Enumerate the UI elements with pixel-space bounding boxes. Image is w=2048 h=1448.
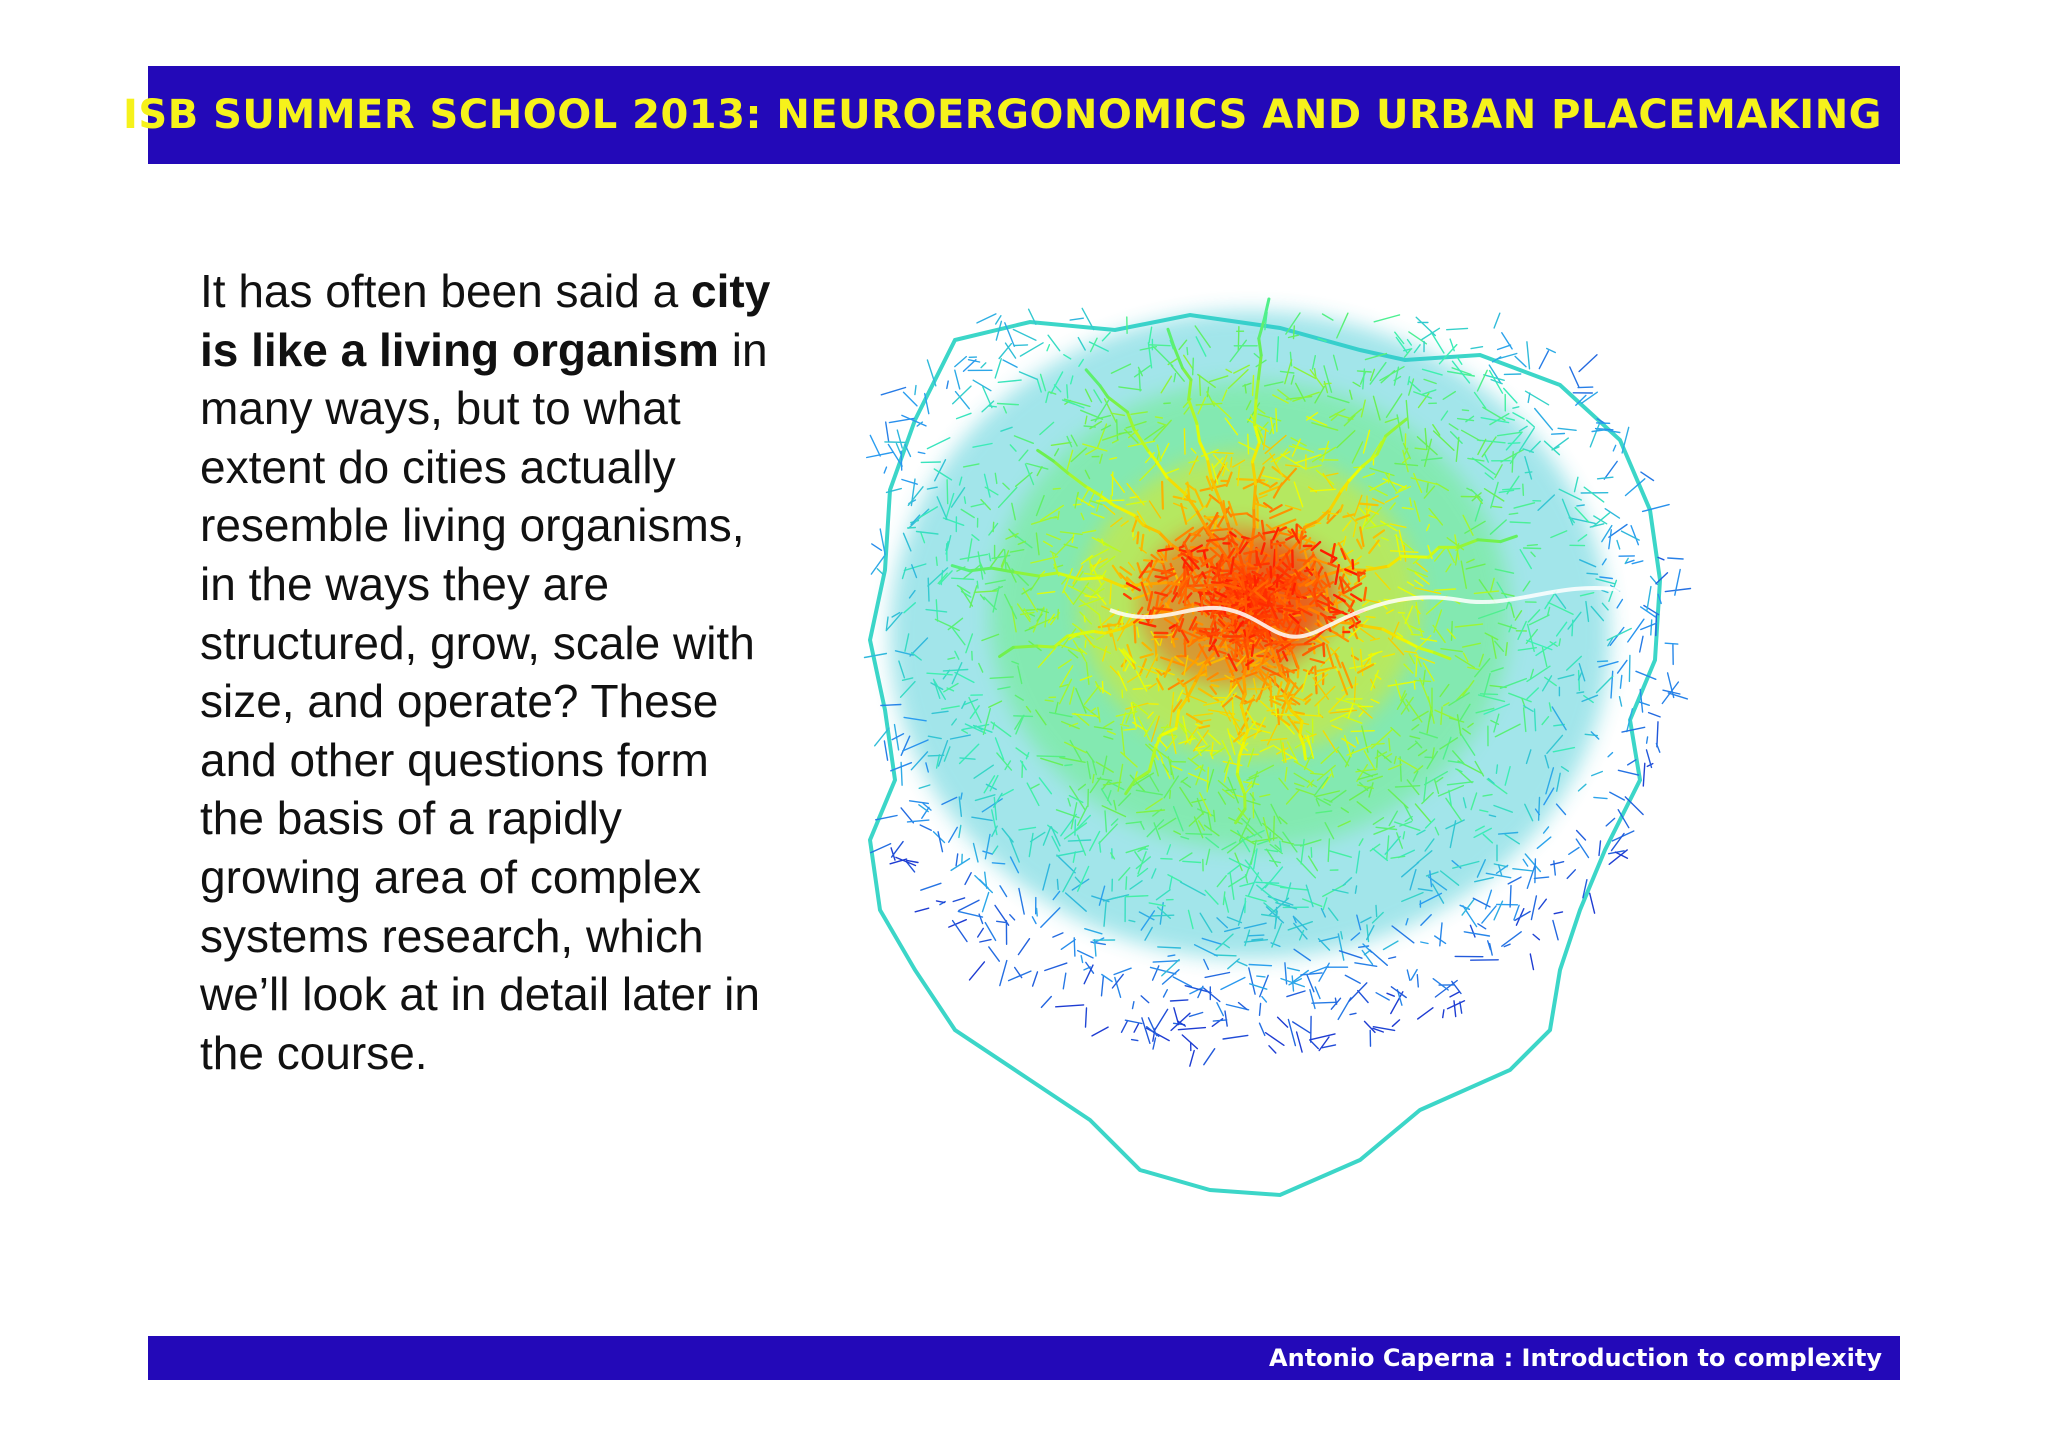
street-segment xyxy=(888,445,902,467)
street-segment xyxy=(1366,617,1375,618)
street-segment xyxy=(1126,896,1148,897)
street-segment xyxy=(1086,1008,1087,1027)
core-street-segment xyxy=(1273,642,1288,643)
arterial-road xyxy=(1147,583,1166,585)
street-segment xyxy=(1471,347,1482,349)
street-segment xyxy=(1151,915,1173,916)
street-segment xyxy=(1085,640,1086,647)
street-segment xyxy=(1074,938,1075,956)
core-street-segment xyxy=(1275,594,1285,596)
street-segment xyxy=(1191,547,1216,548)
street-segment xyxy=(896,444,900,455)
street-segment xyxy=(1598,661,1608,662)
core-street-segment xyxy=(1151,561,1152,566)
street-segment xyxy=(1103,682,1104,693)
street-segment xyxy=(1278,709,1279,724)
street-segment xyxy=(1185,639,1186,656)
street-segment xyxy=(1057,880,1058,890)
street-segment xyxy=(908,528,916,529)
street-segment xyxy=(1324,383,1331,384)
street-segment xyxy=(1150,345,1171,346)
street-segment xyxy=(1132,1040,1138,1041)
street-segment xyxy=(1525,472,1532,473)
arterial-road xyxy=(1037,646,1054,647)
street-segment xyxy=(1037,909,1038,916)
street-segment xyxy=(1133,689,1143,690)
street-segment xyxy=(1657,722,1658,747)
street-segment xyxy=(1510,522,1530,523)
street-segment xyxy=(1452,622,1453,641)
street-segment xyxy=(872,544,882,550)
street-segment xyxy=(996,316,1001,324)
header-bar xyxy=(123,66,1900,164)
arterial-road xyxy=(1244,677,1246,694)
street-segment xyxy=(870,435,880,456)
street-segment xyxy=(1629,655,1630,681)
street-segment xyxy=(1144,685,1151,686)
street-segment xyxy=(1641,472,1654,480)
street-segment xyxy=(1656,615,1657,635)
body-text-emphasis: city is like a living organism xyxy=(200,265,771,376)
street-segment xyxy=(1075,820,1076,835)
street-segment xyxy=(993,522,994,531)
core-street-segment xyxy=(1253,615,1263,617)
street-segment xyxy=(1462,410,1468,411)
street-segment xyxy=(1481,694,1498,695)
street-segment xyxy=(1508,443,1520,444)
street-segment xyxy=(1200,375,1201,395)
street-segment xyxy=(1643,763,1645,786)
street-segment xyxy=(1126,877,1127,889)
street-segment xyxy=(881,388,905,395)
street-segment xyxy=(992,863,1004,864)
core-street-segment xyxy=(1180,550,1187,552)
street-segment xyxy=(1276,409,1277,432)
street-segment xyxy=(1512,452,1513,472)
street-segment xyxy=(977,314,996,323)
arterial-road xyxy=(1304,745,1306,759)
street-segment xyxy=(1498,345,1511,349)
core-street-segment xyxy=(1358,572,1359,581)
core-street-segment xyxy=(1269,578,1270,585)
street-segment xyxy=(1274,816,1275,840)
core-street-segment xyxy=(1297,601,1298,607)
street-segment xyxy=(1376,906,1377,917)
street-segment xyxy=(1665,589,1690,592)
core-street-segment xyxy=(1353,560,1354,569)
street-segment xyxy=(1527,545,1537,546)
core-street-segment xyxy=(1205,585,1223,586)
street-segment xyxy=(1245,898,1246,912)
street-segment xyxy=(1411,634,1421,635)
street-segment xyxy=(1053,488,1060,489)
street-segment xyxy=(1275,677,1276,685)
street-segment xyxy=(1656,744,1659,753)
street-segment xyxy=(1539,797,1540,820)
street-segment xyxy=(1539,351,1548,369)
street-segment xyxy=(884,467,886,473)
street-segment xyxy=(1651,620,1652,635)
street-segment xyxy=(1493,506,1502,507)
street-segment xyxy=(1579,355,1597,372)
street-segment xyxy=(1257,976,1265,977)
street-segment xyxy=(1249,935,1264,936)
street-segment xyxy=(1647,737,1648,743)
street-segment xyxy=(1294,326,1295,339)
street-segment xyxy=(1288,644,1314,645)
street-segment xyxy=(1399,613,1405,614)
core-street-segment xyxy=(1210,633,1220,634)
street-segment xyxy=(1447,328,1468,329)
street-segment xyxy=(1318,702,1319,715)
street-segment xyxy=(928,578,929,601)
street-segment xyxy=(1162,482,1163,509)
street-segment xyxy=(1084,616,1085,622)
core-street-segment xyxy=(1252,645,1254,656)
street-segment xyxy=(1524,548,1541,549)
footer-bar xyxy=(148,1336,1900,1380)
street-segment xyxy=(880,529,885,555)
street-segment xyxy=(1417,975,1418,987)
arterial-road xyxy=(1237,757,1239,774)
street-segment xyxy=(897,430,902,448)
street-segment xyxy=(1535,859,1536,883)
street-segment xyxy=(1579,671,1580,691)
street-segment xyxy=(1366,567,1373,568)
core-street-segment xyxy=(1298,560,1309,561)
street-segment xyxy=(1212,685,1219,687)
arterial-road xyxy=(1255,398,1257,425)
street-segment xyxy=(1665,643,1678,644)
street-segment xyxy=(1422,328,1440,339)
street-segment xyxy=(1193,358,1194,375)
street-segment xyxy=(1515,356,1526,366)
street-segment xyxy=(881,705,901,706)
arterial-road xyxy=(1478,540,1501,542)
core-street-segment xyxy=(1254,576,1255,586)
footer-credit: Antonio Caperna : Introduction to complexity xyxy=(1269,1344,1882,1372)
street-segment xyxy=(1496,765,1497,773)
street-segment xyxy=(867,452,894,457)
street-segment xyxy=(1045,700,1053,701)
street-segment xyxy=(1231,458,1232,467)
core-street-segment xyxy=(1245,596,1246,614)
street-segment xyxy=(927,360,935,386)
core-street-segment xyxy=(1201,593,1209,594)
street-segment xyxy=(1377,750,1378,767)
core-street-segment xyxy=(1204,590,1205,599)
street-segment xyxy=(1200,634,1207,635)
body-paragraph xyxy=(200,262,780,1082)
core-street-segment xyxy=(1156,608,1172,610)
street-segment xyxy=(1578,387,1593,388)
street-segment xyxy=(1527,342,1530,369)
street-segment xyxy=(1170,791,1171,799)
street-segment xyxy=(1184,429,1185,454)
street-segment xyxy=(901,451,902,470)
city-network-figure xyxy=(820,290,1830,1210)
core-street-segment xyxy=(1323,643,1324,656)
street-segment xyxy=(1117,420,1118,440)
core-street-segment xyxy=(1271,567,1272,577)
street-segment xyxy=(1037,756,1065,757)
core-street-segment xyxy=(1226,580,1231,581)
street-segment xyxy=(1074,504,1081,505)
street-segment xyxy=(1312,1002,1336,1003)
core-street-segment xyxy=(1232,604,1237,605)
street-segment xyxy=(1058,610,1059,620)
street-segment xyxy=(977,581,978,588)
street-segment xyxy=(1577,505,1584,506)
street-segment xyxy=(1238,327,1239,350)
street-segment xyxy=(1161,859,1172,860)
street-segment xyxy=(1015,345,1028,346)
street-segment xyxy=(989,406,996,407)
city-network-heatmap-icon xyxy=(820,290,1830,1210)
street-segment xyxy=(1318,613,1319,626)
street-segment xyxy=(1372,744,1384,745)
street-segment xyxy=(1067,385,1068,398)
street-segment xyxy=(1065,765,1072,766)
street-segment xyxy=(1311,848,1312,858)
street-segment xyxy=(1253,793,1254,818)
street-segment xyxy=(1552,434,1565,435)
street-segment xyxy=(1248,434,1249,454)
street-segment xyxy=(1572,620,1573,636)
street-segment xyxy=(871,556,884,574)
street-segment xyxy=(1675,570,1680,596)
street-segment xyxy=(886,422,889,441)
body-text-intro: It has often been said a xyxy=(200,265,692,317)
street-segment xyxy=(1590,893,1595,913)
street-segment xyxy=(1137,532,1138,543)
street-segment xyxy=(936,557,937,565)
arterial-road xyxy=(1093,631,1105,633)
street-segment xyxy=(885,442,906,443)
street-segment xyxy=(1649,713,1661,717)
arterial-road xyxy=(1402,556,1429,557)
street-segment xyxy=(1415,680,1431,681)
street-segment xyxy=(915,386,916,395)
core-street-segment xyxy=(1243,580,1244,588)
arterial-road xyxy=(1079,578,1102,580)
street-segment xyxy=(947,480,948,504)
street-segment xyxy=(1235,644,1236,656)
street-segment xyxy=(1523,484,1524,495)
street-segment xyxy=(1070,318,1083,320)
street-segment xyxy=(1253,376,1254,396)
street-segment xyxy=(1494,313,1500,328)
arterial-road xyxy=(1254,484,1256,508)
street-segment xyxy=(877,569,883,574)
street-segment xyxy=(1187,348,1188,355)
body-text-rest: in many ways, but to what extent do cities actually resemble living organisms, in the ways they are structured, grow, scale with size, and operate? These and other questions form the basis of a rapidly growing area of complex systems research, which we’ll look at in detail later in the course. xyxy=(200,323,768,1079)
street-segment xyxy=(1374,315,1399,322)
slide-title: ISB SUMMER SCHOOL 2013: NEUROERGONOMICS AND URBAN PLACEMAKING xyxy=(123,92,1882,138)
street-segment xyxy=(1431,332,1444,353)
arterial-road xyxy=(1013,646,1037,647)
core-street-segment xyxy=(1359,573,1364,574)
street-segment xyxy=(1510,886,1511,907)
street-segment xyxy=(1416,317,1435,335)
street-segment xyxy=(1135,625,1136,642)
street-segment xyxy=(1668,558,1683,559)
street-segment xyxy=(1570,367,1579,387)
street-segment xyxy=(928,755,944,756)
core-street-segment xyxy=(1198,550,1208,551)
core-street-segment xyxy=(1267,569,1269,575)
street-segment xyxy=(1587,573,1598,574)
street-segment xyxy=(1186,834,1212,835)
street-segment xyxy=(884,741,887,760)
